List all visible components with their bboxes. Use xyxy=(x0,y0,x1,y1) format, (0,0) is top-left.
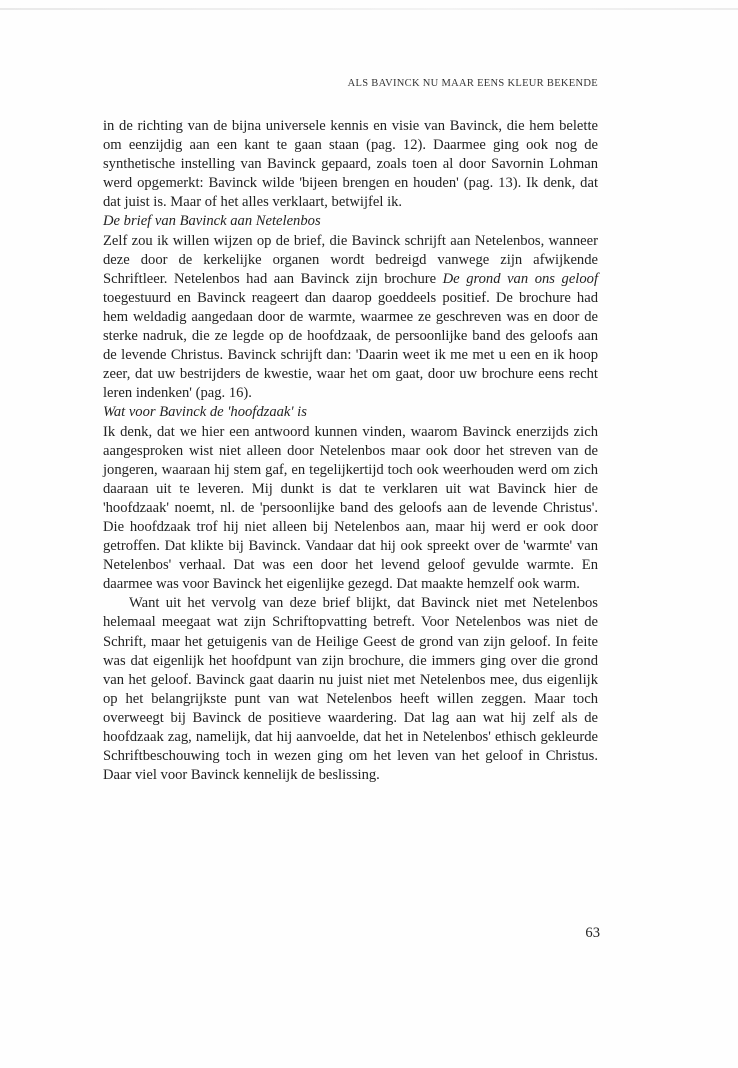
paragraph-2 xyxy=(103,232,598,404)
running-head: ALS BAVINCK NU MAAR EENS KLEUR BEKENDE xyxy=(347,78,598,89)
page-number: 63 xyxy=(585,925,600,941)
paragraph-3: Ik denk, dat we hier een antwoord kunnen vinden, waarom Bavinck enerzijds zich aangesproken wist niet alleen door Netelenbos maar ook door het streven van de jongeren, waaraan hij stem gaf, en tegelijkertijd toch ook weerhouden werd om zich daaraan uit te leveren. Mij dunkt is dat te verklaren uit wat Bavinck hier de 'hoofdzaak' noemt, nl. de 'persoonlijke band des geloofs aan de levende Christus'. Die hoofdzaak trof hij niet alleen bij Netelenbos aan, maar hij werd er ook door getroffen. Dat klikte bij Bavinck. Vandaar dat hij ook spreekt over de 'warmte' van Netelenbos' verhaal. Dat was een door het levend geloof gevulde warmte. En daarmee was voor Bavinck het eigenlijke gezegd. Dat maakte hemzelf ook warm. xyxy=(103,423,598,593)
text-body xyxy=(103,117,598,785)
paragraph-2-after: toegestuurd en Bavinck reageert dan daarop goeddeels positief. De brochure had hem weldadig aangedaan door de warmte, waarmee ze geschreven was en door de sterke nadruk, die ze legde op de hoofdzaak, de persoonlijke band des geloofs aan de levende Christus. Bavinck schrijft dan: 'Daarin weet ik me met u een en ik hoop zeer, dat uw bestrijders de kwestie, waar het om gaat, door uw brochure eens recht leren indenken' (pag. 16). xyxy=(103,289,598,402)
section-heading-2: Wat voor Bavinck de 'hoofdzaak' is xyxy=(103,404,307,421)
scan-edge-line xyxy=(0,8,738,10)
paragraph-1: in de richting van de bijna universele kennis en visie van Bavinck, die hem belette om eenzijdig aan een kant te gaan staan (pag. 12). Daarmee ging ook nog de synthetische instelling van Bavinck gepaard, zoals toen al door Savornin Lohman werd opgemerkt: Bavinck wilde 'bijeen brengen en houden' (pag. 13). Ik denk, dat dat juist is. Maar of het alles verklaart, betwijfel ik. xyxy=(103,118,598,211)
brochure-title: De grond van ons geloof xyxy=(442,270,598,287)
section-heading-1: De brief van Bavinck aan Netelenbos xyxy=(103,213,321,230)
paragraph-4: Want uit het vervolg van deze brief blijkt, dat Bavinck niet met Netelenbos helemaal meegaat wat zijn Schriftopvatting betreft. Voor Netelenbos was niet de Schrift, maar het getuigenis van de Heilige Geest de grond van zijn geloof. In feite was dat eigenlijk het hoofdpunt van zijn brochure, die immers ging over die grond van het geloof. Bavinck gaat daarin nu juist niet met Netelenbos mee, dus eigenlijk op het belangrijkste punt van wat Netelenbos heeft willen zeggen. Maar toch overweegt bij Bavinck de positieve waardering. Dat lag aan wat hij zelf als de hoofdzaak zag, namelijk, dat hij aanvoelde, dat het in Netelenbos' ethisch gekleurde Schriftbeschouwing toch in wezen ging om het leven van het geloof in Christus. Daar viel voor Bavinck kennelijk de beslissing. xyxy=(103,595,598,784)
paragraph-2-before: Zelf zou ik willen wijzen op de brief, die Bavinck schrijft aan Netelenbos, wanneer deze door de kerkelijke organen wordt bedreigd vanwege zijn afwijkende Schriftleer. Netelenbos had aan Bavinck zijn brochure xyxy=(103,232,598,287)
